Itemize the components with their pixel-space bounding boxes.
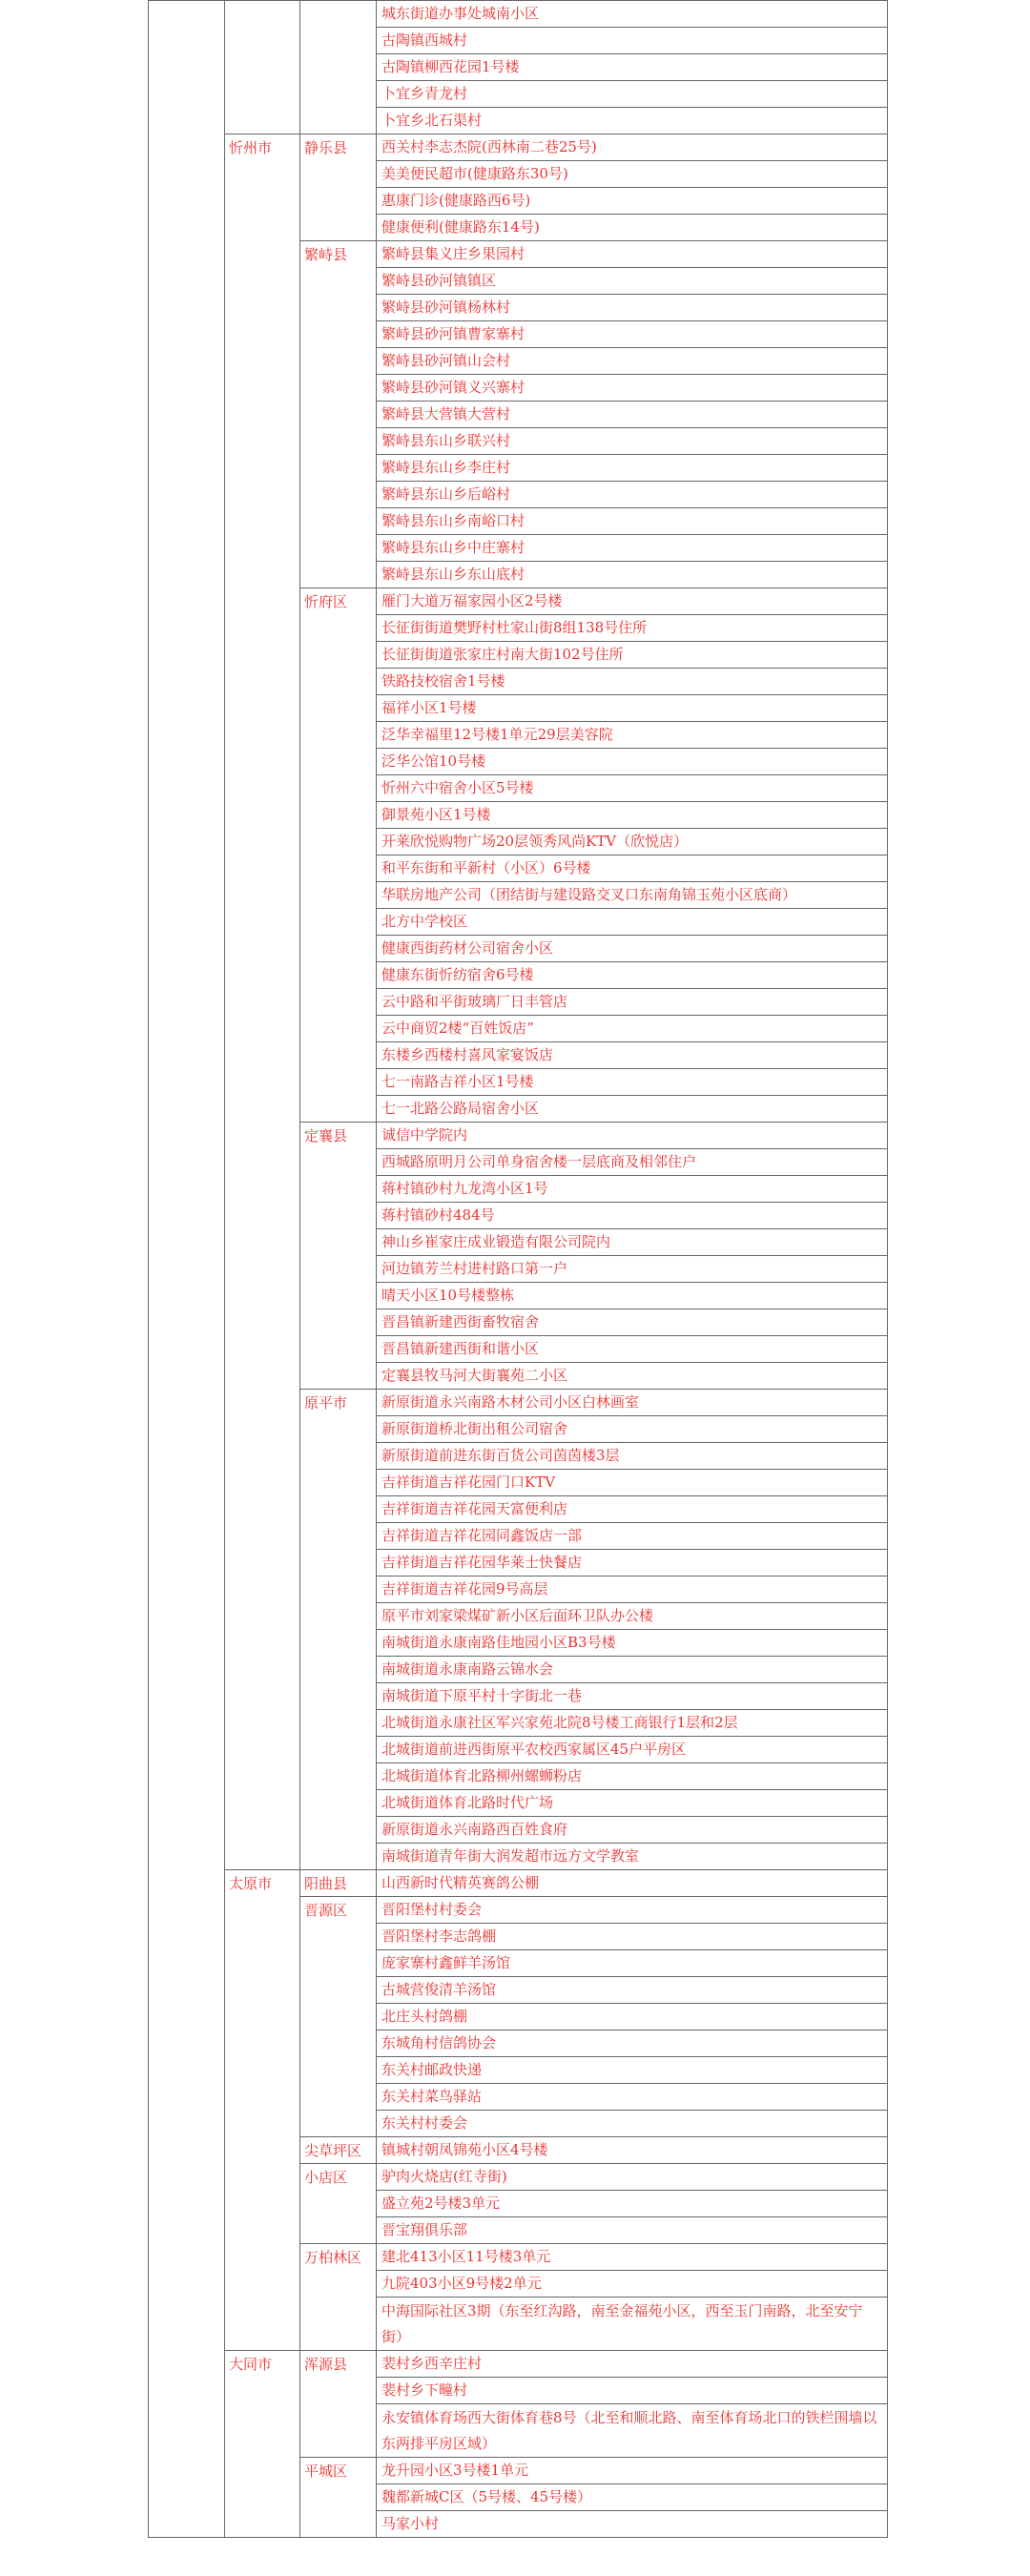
address-cell: 铁路技校宿舍1号楼 <box>377 669 888 695</box>
address-cell: 蒋村镇砂村484号 <box>377 1203 888 1229</box>
address-cell: 古陶镇柳西花园1号楼 <box>377 54 888 81</box>
address-cell: 神山乡崔家庄成业锻造有限公司院内 <box>377 1229 888 1256</box>
address-cell: 南城街道下原平村十字街北一巷 <box>377 1683 888 1710</box>
address-cell: 晋昌镇新建西街畜牧宿舍 <box>377 1309 888 1336</box>
address-cell: 惠康门诊(健康路西6号) <box>377 188 888 215</box>
address-cell: 和平东街和平新村（小区）6号楼 <box>377 855 888 882</box>
address-cell: 东楼乡西楼村喜风家宴饭店 <box>377 1042 888 1069</box>
address-cell: 云中路和平街玻璃厂日丰管店 <box>377 989 888 1016</box>
address-cell: 南城街道永康南路佳地园小区B3号楼 <box>377 1630 888 1657</box>
address-cell: 御景苑小区1号楼 <box>377 802 888 829</box>
address-cell: 吉祥街道吉祥花园9号高层 <box>377 1577 888 1603</box>
address-cell: 诚信中学院内 <box>377 1123 888 1149</box>
city-cell <box>225 1 300 134</box>
address-cell: 北方中学校区 <box>377 909 888 936</box>
address-cell: 吉祥街道吉祥花园同鑫饭店一部 <box>377 1523 888 1550</box>
address-cell: 中海国际社区3期（东至红沟路，南至金福苑小区，西至玉门南路，北至安宁街） <box>377 2298 888 2351</box>
address-cell: 西城路原明月公司单身宿舍楼一层底商及相邻住户 <box>377 1149 888 1176</box>
address-cell: 裴村乡下疃村 <box>377 2378 888 2404</box>
address-cell: 北城街道体育北路时代广场 <box>377 1790 888 1817</box>
county-cell: 浑源县 <box>300 2351 377 2458</box>
address-cell: 蒋村镇砂村九龙湾小区1号 <box>377 1176 888 1203</box>
city-cell: 忻州市 <box>225 134 300 1870</box>
address-cell: 吉祥街道吉祥花园天富便利店 <box>377 1496 888 1523</box>
address-cell: 长征街街道樊野村杜家山街8组138号住所 <box>377 615 888 642</box>
county-cell: 万柏林区 <box>300 2244 377 2351</box>
address-cell: 吉祥街道吉祥花园华莱士快餐店 <box>377 1550 888 1577</box>
address-cell: 华联房地产公司（团结街与建设路交叉口东南角锦玉苑小区底商） <box>377 882 888 909</box>
address-cell: 开莱欣悦购物广场20层领秀风尚KTV（欣悦店） <box>377 829 888 855</box>
address-cell: 健康便利(健康路东14号) <box>377 215 888 241</box>
address-cell: 新原街道永兴南路西百姓食府 <box>377 1817 888 1844</box>
address-cell: 九院403小区9号楼2单元 <box>377 2271 888 2298</box>
county-cell: 小店区 <box>300 2164 377 2244</box>
address-cell: 繁峙县东山乡南峪口村 <box>377 508 888 535</box>
address-cell: 繁峙县砂河镇义兴寨村 <box>377 375 888 402</box>
address-cell: 古城营俊清羊汤馆 <box>377 1977 888 2004</box>
city-cell: 太原市 <box>225 1870 300 2351</box>
county-cell: 原平市 <box>300 1390 377 1870</box>
address-cell: 山西新时代精英赛鸽公棚 <box>377 1870 888 1897</box>
table-row <box>149 134 888 161</box>
address-cell: 裴村乡西辛庄村 <box>377 2351 888 2378</box>
address-cell: 繁峙县东山乡联兴村 <box>377 428 888 455</box>
address-cell: 原平市刘家梁煤矿新小区后面环卫队办公楼 <box>377 1603 888 1630</box>
table-body <box>149 1 888 2538</box>
address-cell: 晋昌镇新建西街和谐小区 <box>377 1336 888 1363</box>
address-cell: 繁峙县东山乡李庄村 <box>377 455 888 482</box>
address-cell: 吉祥街道吉祥花园门口KTV <box>377 1470 888 1496</box>
address-cell: 泛华幸福里12号楼1单元29层美容院 <box>377 722 888 749</box>
address-cell: 城东街道办事处城南小区 <box>377 1 888 28</box>
address-cell: 繁峙县砂河镇杨林村 <box>377 295 888 321</box>
county-cell: 阳曲县 <box>300 1870 377 1897</box>
address-cell: 繁峙县砂河镇山会村 <box>377 348 888 375</box>
address-cell: 永安镇体育场西大街体育巷8号（北至和顺北路、南至体育场北口的铁栏围墙以东两排平房区域） <box>377 2404 888 2458</box>
risk-area-table-wrapper <box>148 0 888 2538</box>
address-cell: 北城街道前进西街原平农校西家属区45户平房区 <box>377 1737 888 1763</box>
address-cell: 晋阳堡村李志鸽棚 <box>377 1924 888 1950</box>
address-cell: 繁峙县集义庄乡果园村 <box>377 241 888 268</box>
address-cell: 卜宜乡北石渠村 <box>377 108 888 134</box>
address-cell: 健康西街药材公司宿舍小区 <box>377 936 888 962</box>
address-cell: 晴天小区10号楼整栋 <box>377 1283 888 1309</box>
address-cell: 繁峙县东山乡东山底村 <box>377 562 888 588</box>
county-cell: 晋源区 <box>300 1897 377 2137</box>
address-cell: 繁峙县东山乡后峪村 <box>377 482 888 508</box>
address-cell: 新原街道桥北街出租公司宿舍 <box>377 1416 888 1443</box>
address-cell: 晋阳堡村村委会 <box>377 1897 888 1924</box>
city-cell: 大同市 <box>225 2351 300 2538</box>
address-cell: 忻州六中宿舍小区5号楼 <box>377 775 888 802</box>
address-cell: 美美便民超市(健康路东30号) <box>377 161 888 188</box>
address-cell: 南城街道青年街大润发超市远方文学教室 <box>377 1844 888 1870</box>
county-cell: 尖草坪区 <box>300 2137 377 2164</box>
address-cell: 建北413小区11号楼3单元 <box>377 2244 888 2271</box>
address-cell: 北城街道永康社区军兴家苑北院8号楼工商银行1层和2层 <box>377 1710 888 1737</box>
address-cell: 古陶镇西城村 <box>377 28 888 54</box>
address-cell: 北城街道体育北路柳州螺蛳粉店 <box>377 1763 888 1790</box>
address-cell: 东关村邮政快递 <box>377 2057 888 2084</box>
address-cell: 繁峙县东山乡中庄寨村 <box>377 535 888 562</box>
province-cell <box>149 1 225 2538</box>
address-cell: 七一北路公路局宿舍小区 <box>377 1096 888 1123</box>
address-cell: 东关村菜鸟驿站 <box>377 2084 888 2111</box>
table-row <box>149 2351 888 2378</box>
address-cell: 繁峙县砂河镇曹家寨村 <box>377 321 888 348</box>
county-cell: 平城区 <box>300 2458 377 2538</box>
address-cell: 繁峙县砂河镇镇区 <box>377 268 888 295</box>
address-cell: 庞家寨村鑫鲜羊汤馆 <box>377 1950 888 1977</box>
address-cell: 健康东街忻纺宿舍6号楼 <box>377 962 888 989</box>
address-cell: 南城街道永康南路云锦水会 <box>377 1657 888 1683</box>
county-cell: 忻府区 <box>300 588 377 1123</box>
address-cell: 驴肉火烧店(红寺街) <box>377 2164 888 2191</box>
address-cell: 泛华公馆10号楼 <box>377 749 888 775</box>
county-cell <box>300 1 377 134</box>
address-cell: 东城角村信鸽协会 <box>377 2030 888 2057</box>
address-cell: 新原街道前进东街百货公司茵茵楼3层 <box>377 1443 888 1470</box>
table-row <box>149 1 888 28</box>
address-cell: 马家小村 <box>377 2511 888 2538</box>
table-row <box>149 1870 888 1897</box>
address-cell: 龙升园小区3号楼1单元 <box>377 2458 888 2484</box>
address-cell: 河边镇芳兰村进村路口第一户 <box>377 1256 888 1283</box>
address-cell: 福祥小区1号楼 <box>377 695 888 722</box>
address-cell: 定襄县牧马河大街襄苑二小区 <box>377 1363 888 1390</box>
address-cell: 魏都新城C区（5号楼、45号楼） <box>377 2484 888 2511</box>
address-cell: 繁峙县大营镇大营村 <box>377 402 888 428</box>
address-cell: 长征街街道张家庄村南大街102号住所 <box>377 642 888 669</box>
address-cell: 盛立苑2号楼3单元 <box>377 2191 888 2217</box>
risk-area-table <box>148 0 888 2538</box>
county-cell: 繁峙县 <box>300 241 377 588</box>
address-cell: 新原街道永兴南路木材公司小区白林画室 <box>377 1390 888 1416</box>
address-cell: 镇城村朝凤锦苑小区4号楼 <box>377 2137 888 2164</box>
address-cell: 北庄头村鸽棚 <box>377 2004 888 2030</box>
address-cell: 西关村李志杰院(西林南二巷25号) <box>377 134 888 161</box>
address-cell: 七一南路吉祥小区1号楼 <box>377 1069 888 1096</box>
address-cell: 卜宜乡青龙村 <box>377 81 888 108</box>
county-cell: 定襄县 <box>300 1123 377 1390</box>
address-cell: 晋宝翔俱乐部 <box>377 2217 888 2244</box>
address-cell: 雁门大道万福家园小区2号楼 <box>377 588 888 615</box>
address-cell: 云中商贸2楼“百姓饭店” <box>377 1016 888 1042</box>
address-cell: 东关村村委会 <box>377 2111 888 2137</box>
county-cell: 静乐县 <box>300 134 377 241</box>
